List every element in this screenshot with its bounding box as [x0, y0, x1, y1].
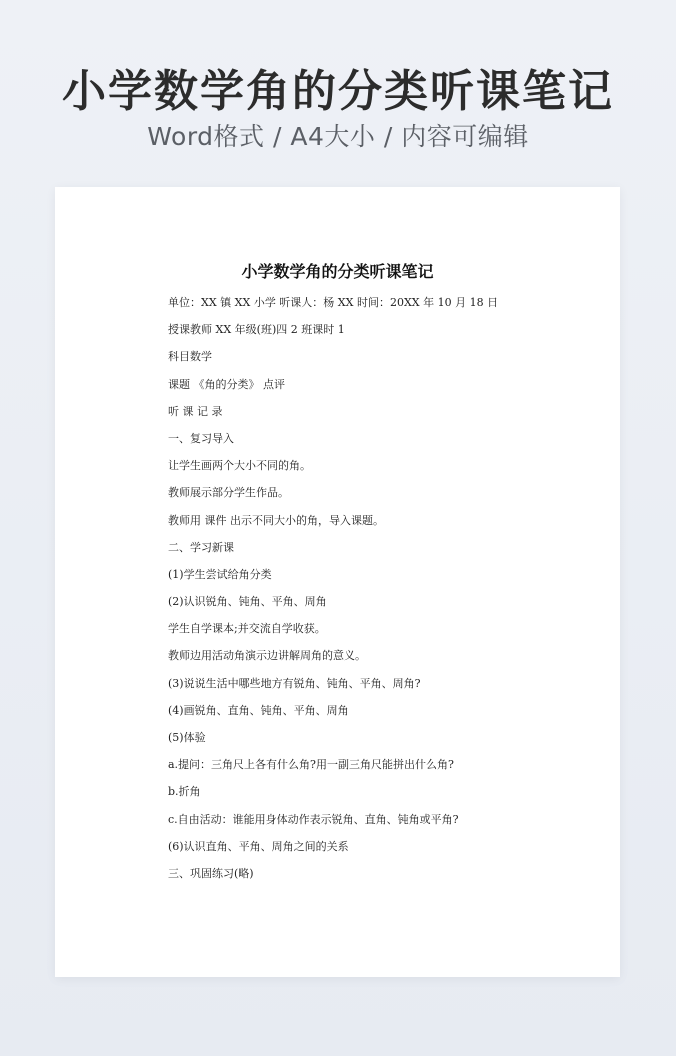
banner-title: 小学数学角的分类听课笔记: [62, 66, 614, 117]
document-line: (5)体验: [168, 731, 206, 744]
document-line: 教师用 课件 出示不同大小的角，导入课题。: [168, 513, 384, 527]
document-line: 学生自学课本;并交流自学收获。: [168, 622, 326, 636]
document-line: (1)学生尝试给角分类: [168, 567, 272, 581]
document-line: (6)认识直角、平角、周角之间的关系: [168, 839, 349, 853]
document-body: [168, 295, 608, 893]
document-line: (2)认识锐角、钝角、平角、周角: [168, 595, 327, 609]
document-line: 三、巩固练习(略): [168, 866, 254, 880]
document-line: b.折角: [168, 785, 201, 799]
document-line: 教师展示部分学生作品。: [168, 486, 289, 500]
document-line: (4)画锐角、直角、钝角、平角、周角: [168, 703, 349, 717]
document-line: 二、学习新课: [168, 540, 234, 554]
document-line: c.自由活动：谁能用身体动作表示锐角、直角、钝角或平角?: [168, 812, 459, 826]
document-line: 一、复习导入: [168, 431, 234, 445]
banner-subtitle: Word格式 / A4大小 / 内容可编辑: [147, 122, 529, 151]
document-line: 授课教师 XX 年级(班)四 2 班课时 1: [168, 323, 345, 337]
document-line: 听 课 记 录: [168, 404, 223, 418]
document-line: 课题 《角的分类》 点评: [168, 377, 285, 391]
document-line: 教师边用活动角演示边讲解周角的意义。: [168, 649, 366, 663]
document-line: 科目数学: [168, 350, 212, 364]
document-title: 小学数学角的分类听课笔记: [241, 262, 434, 281]
document-line: a.提问：三角尺上各有什么角?用一副三角尺能拼出什么角?: [168, 758, 454, 772]
document-line: (3)说说生活中哪些地方有锐角、钝角、平角、周角?: [168, 676, 421, 690]
document-page: [55, 187, 620, 977]
document-line: 单位：XX 镇 XX 小学 听课人：杨 XX 时间：20XX 年 10 月 18 日: [168, 296, 499, 309]
document-line: 让学生画两个大小不同的角。: [168, 459, 311, 473]
